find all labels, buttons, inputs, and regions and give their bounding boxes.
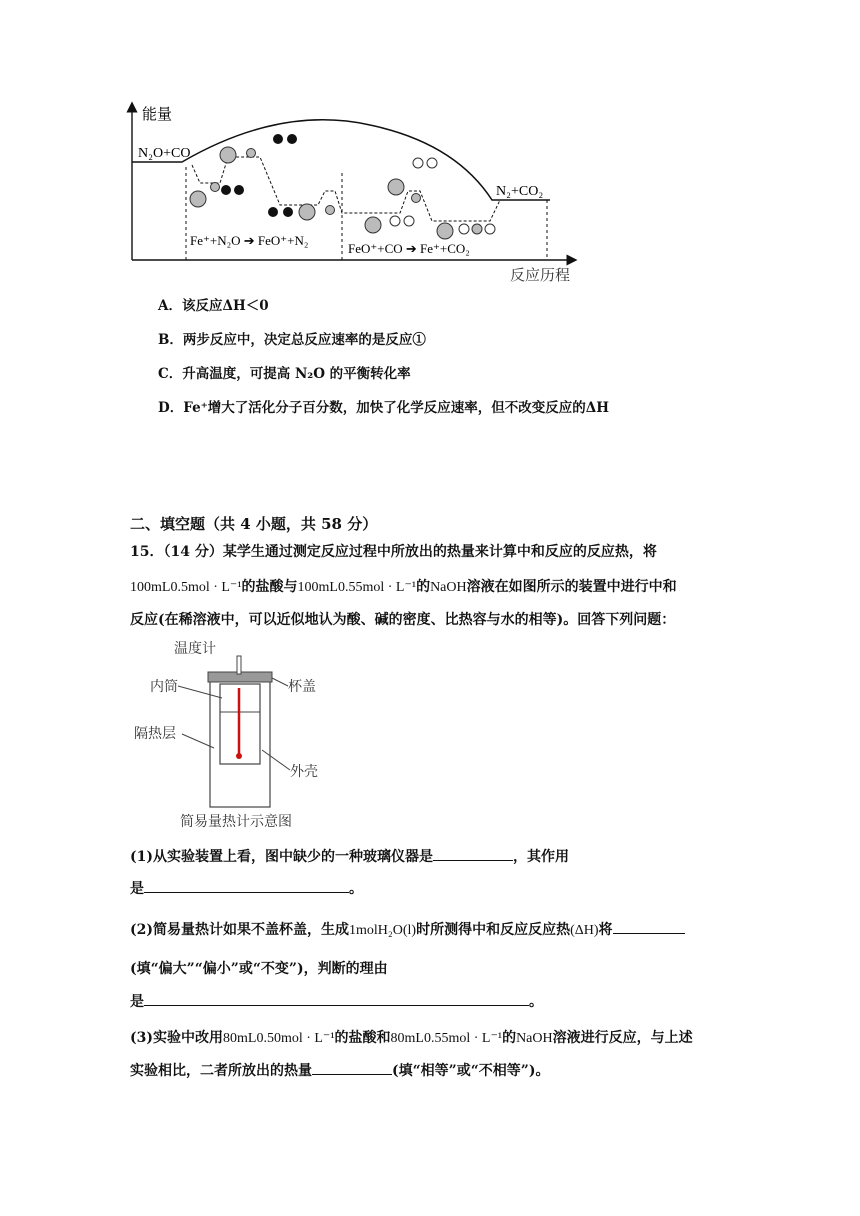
label-insulation: 隔热层 [134, 727, 176, 742]
option-d[interactable]: D．Fe⁺增大了活化分子百分数，加快了化学反应速率，但不改变反应的ΔH [158, 400, 610, 416]
blank-1a[interactable] [433, 846, 513, 861]
q15-part3: (3)实验中改用80mL0.50mol · L⁻¹的盐酸和80mL0.55mol · L⁻¹的NaOH溶液进行反应，与上述 [130, 1030, 693, 1046]
blank-1b[interactable] [144, 878, 349, 893]
calorimeter-figure [130, 638, 340, 834]
label-shell: 外壳 [290, 765, 318, 780]
energy-curve [132, 120, 550, 200]
q15-part3-cont: 实验相比，二者所放出的热量 (填“相等”或“不相等”)。 [130, 1060, 549, 1080]
step2-label: FeO⁺+CO ➔ Fe⁺+CO₂ [348, 241, 470, 256]
label-lid: 杯盖 [288, 680, 316, 695]
products-label: N₂+CO₂ [496, 184, 544, 199]
blank-3[interactable] [312, 1060, 392, 1075]
q15-part1: (1)从实验装置上看，图中缺少的一种玻璃仪器是 ，其作用 [130, 846, 569, 866]
energy-profile-diagram [120, 95, 590, 295]
q15-part2: (2)简易量热计如果不盖杯盖，生成1molH₂O(l)时所测得中和反应反应热(ΔH)将 [130, 919, 685, 939]
q15-line2: 100mL0.5mol · L⁻¹的盐酸与100mL0.55mol · L⁻¹的NaOH溶液在如图所示的装置中进行中和 [130, 579, 677, 595]
label-inner: 内筒 [150, 680, 178, 695]
q15-head: 15．（14 分）某学生通过测定反应过程中所放出的热量来计算中和反应的反应热，将 [130, 544, 657, 560]
option-b[interactable]: B．两步反应中，决定总反应速率的是反应① [158, 332, 426, 348]
label-thermometer: 温度计 [174, 642, 216, 657]
blank-2a[interactable] [613, 919, 685, 934]
q15-part1-cont: 是 。 [130, 878, 363, 898]
q15-line3: 反应(在稀溶液中，可以近似地认为酸、碱的密度、比热容与水的相等)。回答下列问题： [130, 612, 676, 628]
option-a[interactable]: A．该反应ΔH＜0 [158, 298, 269, 314]
option-c[interactable]: C．升高温度，可提高 N₂O 的平衡转化率 [158, 366, 411, 382]
y-axis-label: 能量 [142, 107, 173, 123]
reactants-label: N₂O+CO [138, 146, 191, 161]
section-title: 二、填空题（共 4 小题，共 58 分） [130, 515, 378, 533]
step1-label: Fe⁺+N₂O ➔ FeO⁺+N₂ [190, 233, 309, 248]
figure-caption: 简易量热计示意图 [180, 815, 292, 830]
q15-part2-cont: (填“偏大”“偏小”或“不变”)，判断的理由 [130, 961, 388, 977]
x-axis-label: 反应历程 [510, 268, 571, 284]
blank-2b[interactable] [144, 991, 529, 1006]
q15-part2-reason: 是 。 [130, 991, 543, 1011]
